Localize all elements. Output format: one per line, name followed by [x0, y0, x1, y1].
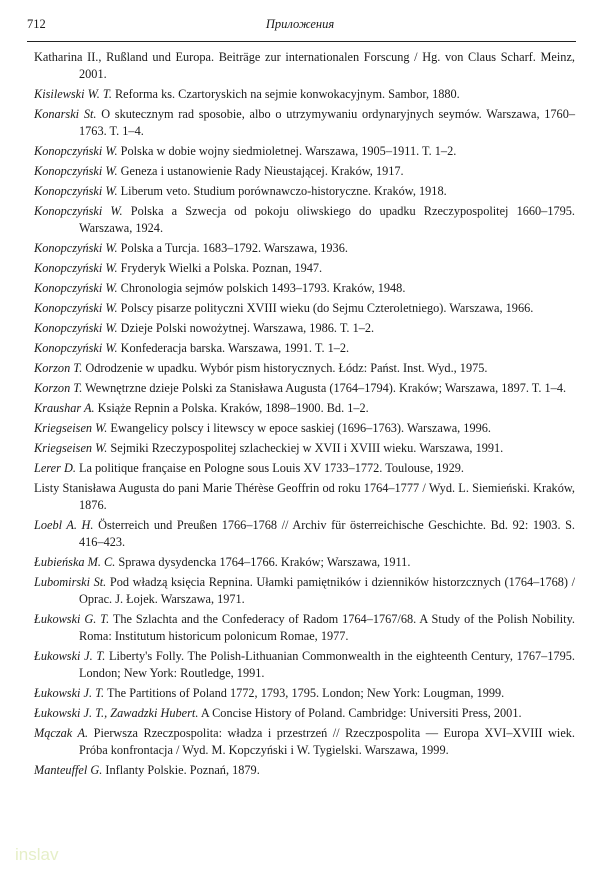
entry-author: Konarski St.	[34, 107, 97, 121]
entry-author: Łukowski G. T.	[34, 612, 110, 626]
bibliography-entry	[34, 725, 575, 759]
entry-author: Loebl A. H.	[34, 518, 94, 532]
watermark-logo: inslav	[15, 845, 59, 864]
entry-text: Ewangelicy polscy i litewscy w epoce saskiej (1696–1763). Warszawa, 1996.	[110, 421, 491, 435]
header-rule	[27, 41, 576, 42]
entry-text: The Szlachta and the Confederacy of Radom 1764–1767/68. A Study of the Polish Nobility. Roma: Institutum historicum polonicum Romae, 1977.	[79, 612, 575, 643]
entry-text: Österreich und Preußen 1766–1768 // Archiv für österreichische Geschichte. Bd. 92: 1903. S. 416–423.	[79, 518, 576, 549]
entry-text: Reforma ks. Czartoryskich na sejmie konwokacyjnym. Sambor, 1880.	[114, 87, 460, 101]
bibliography-entry	[34, 400, 575, 417]
entry-text: Książe Repnin a Polska. Kraków, 1898–1900. Bd. 1–2.	[97, 401, 369, 415]
bibliography-entry	[34, 163, 575, 180]
entry-text: Liberum veto. Studium porównawczo-historyczne. Kraków, 1918.	[120, 184, 447, 198]
bibliography-entry	[34, 420, 575, 437]
entry-author: Korzon T.	[34, 361, 83, 375]
entry-text: A Concise History of Poland. Cambridge: Universiti Press, 2001.	[200, 706, 522, 720]
entry-text: Liberty's Folly. The Polish-Lithuanian Commonwealth in the eighteenth Century, 1767–1795. London; New York: Routledge, 1991.	[79, 649, 575, 680]
entry-author: Konopczyński W.	[34, 144, 118, 158]
entry-text: Inflanty Polskie. Poznań, 1879.	[105, 763, 260, 777]
entry-text: Dzieje Polski nowożytnej. Warszawa, 1986. T. 1–2.	[120, 321, 375, 335]
entry-author: Konopczyński W.	[34, 321, 118, 335]
entry-author: Konopczyński W.	[34, 301, 118, 315]
bibliography-entry	[34, 143, 575, 160]
bibliography-entry	[34, 240, 575, 257]
bibliography-entry	[34, 685, 575, 702]
entry-author: Konopczyński W.	[34, 281, 118, 295]
bibliography-entry	[34, 380, 575, 397]
bibliography-entry	[34, 106, 575, 140]
bibliography-entry	[34, 705, 575, 722]
bibliography-entry	[34, 480, 575, 514]
bibliography-entry	[34, 460, 575, 477]
bibliography-entry	[34, 320, 575, 337]
bibliography-entry	[34, 49, 575, 83]
entry-author: Konopczyński W.	[34, 261, 118, 275]
entry-text: Wewnętrzne dzieje Polski za Stanisława Augusta (1764–1794). Kraków; Warszawa, 1897. T. 1–4.	[85, 381, 567, 395]
entry-author: Kriegseisen W.	[34, 421, 108, 435]
entry-text: Polska w dobie wojny siedmioletnej. Warszawa, 1905–1911. T. 1–2.	[120, 144, 457, 158]
entry-text: Sejmiki Rzeczypospolitej szlacheckiej w XVII i XVIII wieku. Warszawa, 1991.	[110, 441, 504, 455]
bibliography-entry	[34, 611, 575, 645]
entry-text: The Partitions of Poland 1772, 1793, 1795. London; New York: Lougman, 1999.	[107, 686, 505, 700]
entry-author: Manteuffel G.	[34, 763, 103, 777]
bibliography-entry	[34, 260, 575, 277]
entry-text: Polska a Turcja. 1683–1792. Warszawa, 1936.	[120, 241, 348, 255]
entry-text: Polska a Szwecja od pokoju oliwskiego do upadku Rzeczypospolitej 1660–1795. Warszawa, 1924.	[79, 204, 575, 235]
bibliography-entry	[34, 648, 575, 682]
running-title: Приложения	[265, 17, 335, 31]
entry-author: Kriegseisen W.	[34, 441, 108, 455]
bibliography-entry	[34, 300, 575, 317]
bibliography-entry	[34, 280, 575, 297]
bibliography-entry	[34, 360, 575, 377]
entry-author: Mączak A.	[34, 726, 89, 740]
entry-author: Konopczyński W.	[34, 341, 118, 355]
bibliography-entry	[34, 440, 575, 457]
bibliography-entry	[34, 762, 575, 779]
bibliography-entry	[34, 86, 575, 103]
bibliography-list	[34, 49, 575, 782]
entry-text: Pierwsza Rzeczpospolita: władza i przestrzeń // Rzeczpospolita — Europa XVI–XVIII wiek. Próba konfrontacja / Wyd. M. Kopczyński i W. Tygielski. Warszawa, 1999.	[79, 726, 576, 757]
entry-text: La politique française en Pologne sous Louis XV 1733–1772. Toulouse, 1929.	[78, 461, 464, 475]
entry-text: Listy Stanisława Augusta do pani Marie Thérèse Geoffrin od roku 1764–1777 / Wyd. L. Siemieński. Kraków, 1876.	[34, 481, 575, 512]
entry-text: Katharina II., Rußland und Europa. Beiträge zur internationalen Forscung / Hg. von Claus Scharf. Meinz, 2001.	[34, 50, 575, 81]
bibliography-entry	[34, 340, 575, 357]
entry-author: Konopczyński W.	[34, 204, 123, 218]
page-number: 712	[27, 17, 46, 31]
bibliography-entry	[34, 554, 575, 571]
entry-author: Korzon T.	[34, 381, 83, 395]
entry-author: Konopczyński W.	[34, 184, 118, 198]
entry-text: Konfederacja barska. Warszawa, 1991. T. 1–2.	[120, 341, 350, 355]
entry-text: O skutecznym rad sposobie, albo o utrzymywaniu ordynaryjnych seymów. Warszawa, 1760–1763. T. 1–4.	[79, 107, 576, 138]
entry-text: Polscy pisarze polityczni XVIII wieku (do Sejmu Czteroletniego). Warszawa, 1966.	[120, 301, 534, 315]
bibliography-entry	[34, 574, 575, 608]
entry-author: Lerer D.	[34, 461, 76, 475]
entry-author: Łukowski J. T.	[34, 649, 106, 663]
entry-author: Łukowski J. T., Zawadzki Hubert.	[34, 706, 199, 720]
entry-author: Łukowski J. T.	[34, 686, 105, 700]
bibliography-entry	[34, 517, 575, 551]
entry-text: Chronologia sejmów polskich 1493–1793. Kraków, 1948.	[120, 281, 406, 295]
entry-author: Konopczyński W.	[34, 241, 118, 255]
entry-author: Łubieńska M. C.	[34, 555, 116, 569]
entry-text: Geneza i ustanowienie Rady Nieustającej. Kraków, 1917.	[120, 164, 404, 178]
entry-author: Lubomirski St.	[34, 575, 107, 589]
bibliography-entry	[34, 203, 575, 237]
entry-author: Konopczyński W.	[34, 164, 118, 178]
entry-text: Odrodzenie w upadku. Wybór pism historycznych. Łódz: Państ. Inst. Wyd., 1975.	[85, 361, 488, 375]
entry-text: Pod władzą księcia Repnina. Ułamki pamiętników i dzienników historzcznych (1764–1768) / Oprac. J. Łojek. Warszawa, 1971.	[79, 575, 576, 606]
entry-text: Fryderyk Wielki a Polska. Poznan, 1947.	[120, 261, 323, 275]
entry-text: Sprawa dysydencka 1764–1766. Kraków; Warszawa, 1911.	[118, 555, 411, 569]
entry-author: Kisilewski W. T.	[34, 87, 112, 101]
bibliography-entry	[34, 183, 575, 200]
entry-author: Kraushar A.	[34, 401, 95, 415]
